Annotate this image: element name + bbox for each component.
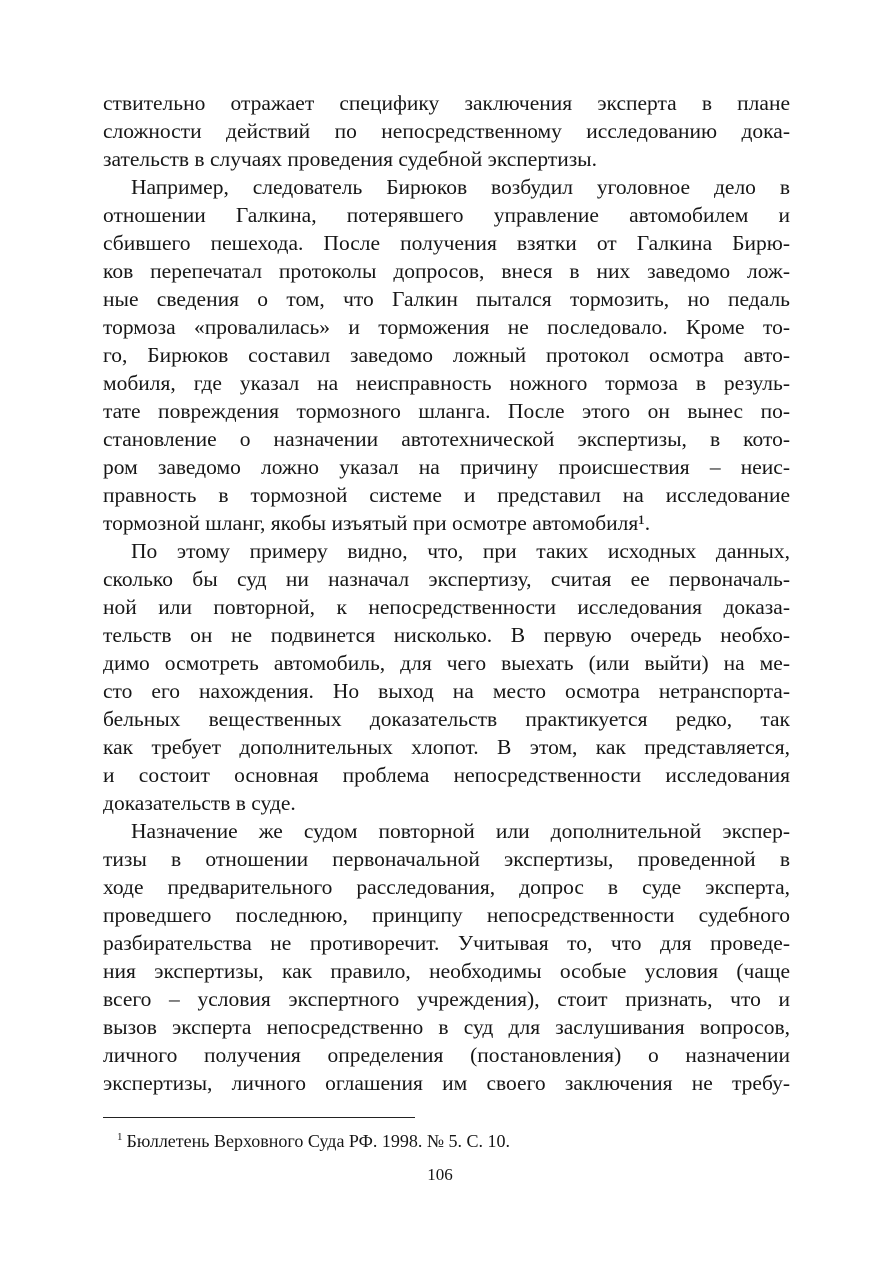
page-number: 106 <box>427 1165 453 1184</box>
text-line: отношении Галкина, потерявшего управление автомобилем и <box>103 203 790 227</box>
text-line: разбирательства не противоречит. Учитывая то, что для проведе- <box>103 931 790 955</box>
text-line: проведшего последнюю, принципу непосредственности судебного <box>103 903 790 927</box>
footnote <box>117 1130 767 1152</box>
text-line: ходе предварительного расследования, допрос в суде эксперта, <box>103 875 790 899</box>
text-line: тизы в отношении первоначальной экспертизы, проведенной в <box>103 847 790 871</box>
text-line: мобиля, где указал на неисправность ножного тормоза в резуль- <box>103 371 790 395</box>
text-line: бельных вещественных доказательств практикуется редко, так <box>103 707 790 731</box>
text-line: ной или повторной, к непосредственности исследования доказа- <box>103 595 790 619</box>
paragraph <box>103 817 790 1097</box>
paragraph <box>103 89 790 173</box>
text-line: ния экспертизы, как правило, необходимы особые условия (чаще <box>103 959 790 983</box>
text-line: Назначение же судом повторной или дополнительной экспер- <box>131 819 790 843</box>
text-line: Например, следователь Бирюков возбудил уголовное дело в <box>131 175 790 199</box>
text-line: сложности действий по непосредственному исследованию дока- <box>103 119 790 143</box>
paragraph <box>103 537 790 817</box>
text-line: правность в тормозной системе и представил на исследование <box>103 483 790 507</box>
text-line: сбившего пешехода. После получения взятки от Галкина Бирю- <box>103 231 790 255</box>
text-line: становление о назначении автотехнической экспертизы, в кото- <box>103 427 790 451</box>
text-line: ков перепечатал протоколы допросов, внеся в них заведомо лож- <box>103 259 790 283</box>
text-line: димо осмотреть автомобиль, для чего выехать (или выйти) на ме- <box>103 651 790 675</box>
text-line: сколько бы суд ни назначал экспертизу, считая ее первоначаль- <box>103 567 790 591</box>
text-line: тате повреждения тормозного шланга. После этого он вынес по- <box>103 399 790 423</box>
text-line: всего – условия экспертного учреждения), стоит признать, что и <box>103 987 790 1011</box>
text-line: и состоит основная проблема непосредственности исследования <box>103 763 790 787</box>
text-line: вызов эксперта непосредственно в суд для заслушивания вопросов, <box>103 1015 790 1039</box>
text-line-with-footnote-ref: тормозной шланг, якобы изъятый при осмотре автомобиля¹. <box>103 511 651 535</box>
main-text <box>103 89 790 1097</box>
paragraph <box>103 173 790 537</box>
text-line: По этому примеру видно, что, при таких исходных данных, <box>131 539 790 563</box>
text-line: ром заведомо ложно указал на причину происшествия – неис- <box>103 455 790 479</box>
text-line: ные сведения о том, что Галкин пытался тормозить, но педаль <box>103 287 790 311</box>
text-line: сто его нахождения. Но выход на место осмотра нетранспорта- <box>103 679 790 703</box>
text-line: как требует дополнительных хлопот. В этом, как представляется, <box>103 735 790 759</box>
text-line: зательств в случаях проведения судебной экспертизы. <box>103 147 598 171</box>
text-line: экспертизы, личного оглашения им своего заключения не требу- <box>103 1071 790 1095</box>
text-line: тельств он не подвинется нисколько. В первую очередь необхо- <box>103 623 790 647</box>
text-line: личного получения определения (постановления) о назначении <box>103 1043 790 1067</box>
text-line: ствительно отражает специфику заключения эксперта в плане <box>103 91 790 115</box>
text-line: го, Бирюков составил заведомо ложный протокол осмотра авто- <box>103 343 790 367</box>
text-line: доказательств в суде. <box>103 791 296 815</box>
text-line: тормоза «провалилась» и торможения не последовало. Кроме то- <box>103 315 790 339</box>
footnote-divider <box>103 1117 415 1118</box>
footnote-text: Бюллетень Верховного Суда РФ. 1998. № 5. С. 10. <box>126 1131 511 1151</box>
footnote-marker: 1 <box>117 1131 123 1143</box>
